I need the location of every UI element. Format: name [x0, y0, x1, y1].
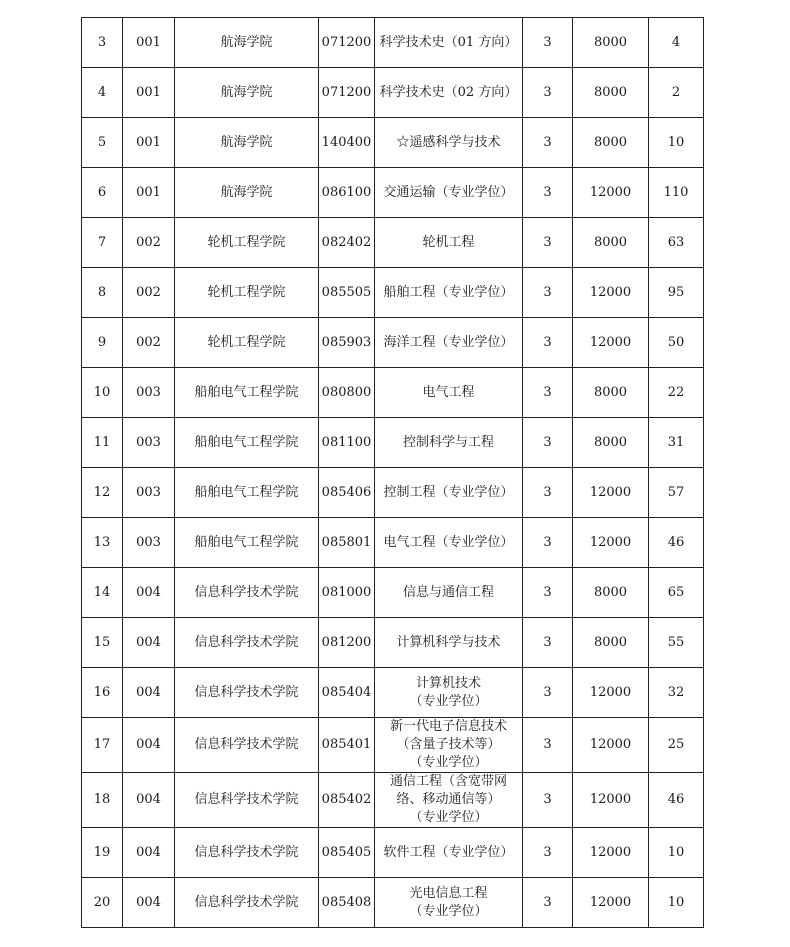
college-code: 004 [123, 828, 175, 878]
row-number: 10 [82, 368, 123, 418]
table-row [82, 878, 704, 928]
study-years: 3 [523, 418, 573, 468]
enrollment-quota: 110 [649, 168, 704, 218]
major-code: 081000 [319, 568, 375, 618]
college-code: 001 [123, 118, 175, 168]
college-code: 002 [123, 318, 175, 368]
major-code: 080800 [319, 368, 375, 418]
study-years: 3 [523, 318, 573, 368]
row-number: 18 [82, 773, 123, 828]
enrollment-quota: 57 [649, 468, 704, 518]
table-row [82, 668, 704, 718]
row-number: 20 [82, 878, 123, 928]
major-name: 电气工程（专业学位） [375, 518, 523, 568]
enrollment-quota: 50 [649, 318, 704, 368]
college-name: 信息科学技术学院 [175, 568, 319, 618]
major-name: 控制工程（专业学位） [375, 468, 523, 518]
tuition-fee: 8000 [573, 418, 649, 468]
study-years: 3 [523, 168, 573, 218]
major-name: 交通运输（专业学位） [375, 168, 523, 218]
row-number: 12 [82, 468, 123, 518]
study-years: 3 [523, 18, 573, 68]
study-years: 3 [523, 618, 573, 668]
college-code: 004 [123, 568, 175, 618]
major-code: 085903 [319, 318, 375, 368]
college-name: 船舶电气工程学院 [175, 418, 319, 468]
major-code: 081100 [319, 418, 375, 468]
row-number: 7 [82, 218, 123, 268]
study-years: 3 [523, 878, 573, 928]
college-code: 004 [123, 618, 175, 668]
tuition-fee: 12000 [573, 518, 649, 568]
college-code: 001 [123, 18, 175, 68]
study-years: 3 [523, 118, 573, 168]
major-name: 光电信息工程 （专业学位） [375, 878, 523, 928]
table-row [82, 773, 704, 828]
major-name: 轮机工程 [375, 218, 523, 268]
college-name: 信息科学技术学院 [175, 878, 319, 928]
enrollment-quota: 25 [649, 718, 704, 773]
major-name: ☆遥感科学与技术 [375, 118, 523, 168]
college-name: 船舶电气工程学院 [175, 368, 319, 418]
table-body [82, 18, 704, 928]
college-name: 航海学院 [175, 118, 319, 168]
major-code: 071200 [319, 18, 375, 68]
tuition-fee: 12000 [573, 773, 649, 828]
major-code: 085401 [319, 718, 375, 773]
table-row [82, 568, 704, 618]
table-row [82, 218, 704, 268]
tuition-fee: 8000 [573, 118, 649, 168]
major-code: 086100 [319, 168, 375, 218]
major-name: 新一代电子信息技术 （含量子技术等） （专业学位） [375, 718, 523, 773]
table-row [82, 18, 704, 68]
study-years: 3 [523, 268, 573, 318]
major-code: 085404 [319, 668, 375, 718]
college-code: 001 [123, 168, 175, 218]
college-code: 003 [123, 518, 175, 568]
major-name: 科学技术史（01 方向） [375, 18, 523, 68]
study-years: 3 [523, 668, 573, 718]
college-code: 003 [123, 368, 175, 418]
college-name: 信息科学技术学院 [175, 618, 319, 668]
enrollment-quota: 55 [649, 618, 704, 668]
college-name: 信息科学技术学院 [175, 668, 319, 718]
row-number: 15 [82, 618, 123, 668]
college-name: 信息科学技术学院 [175, 773, 319, 828]
study-years: 3 [523, 518, 573, 568]
table-row [82, 118, 704, 168]
major-name: 计算机技术 （专业学位） [375, 668, 523, 718]
row-number: 8 [82, 268, 123, 318]
enrollment-quota: 95 [649, 268, 704, 318]
enrollment-quota: 4 [649, 18, 704, 68]
enrollment-quota: 2 [649, 68, 704, 118]
row-number: 9 [82, 318, 123, 368]
college-code: 003 [123, 468, 175, 518]
study-years: 3 [523, 368, 573, 418]
tuition-fee: 8000 [573, 618, 649, 668]
college-name: 船舶电气工程学院 [175, 468, 319, 518]
college-code: 004 [123, 668, 175, 718]
college-name: 船舶电气工程学院 [175, 518, 319, 568]
tuition-fee: 8000 [573, 218, 649, 268]
major-name: 科学技术史（02 方向） [375, 68, 523, 118]
table-row [82, 368, 704, 418]
tuition-fee: 8000 [573, 568, 649, 618]
table-row [82, 828, 704, 878]
college-code: 001 [123, 68, 175, 118]
tuition-fee: 12000 [573, 168, 649, 218]
major-code: 085402 [319, 773, 375, 828]
major-code: 085406 [319, 468, 375, 518]
enrollment-quota: 10 [649, 118, 704, 168]
major-code: 085505 [319, 268, 375, 318]
table-row [82, 418, 704, 468]
college-name: 航海学院 [175, 168, 319, 218]
enrollment-quota: 10 [649, 878, 704, 928]
table-row [82, 718, 704, 773]
study-years: 3 [523, 468, 573, 518]
tuition-fee: 12000 [573, 668, 649, 718]
major-name: 控制科学与工程 [375, 418, 523, 468]
major-code: 085408 [319, 878, 375, 928]
major-name: 信息与通信工程 [375, 568, 523, 618]
table-row [82, 268, 704, 318]
tuition-fee: 12000 [573, 318, 649, 368]
row-number: 17 [82, 718, 123, 773]
enrollment-quota: 10 [649, 828, 704, 878]
study-years: 3 [523, 718, 573, 773]
major-name: 通信工程（含宽带网 络、移动通信等） （专业学位） [375, 773, 523, 828]
row-number: 19 [82, 828, 123, 878]
study-years: 3 [523, 568, 573, 618]
table-row [82, 318, 704, 368]
row-number: 5 [82, 118, 123, 168]
college-name: 航海学院 [175, 68, 319, 118]
major-name: 船舶工程（专业学位） [375, 268, 523, 318]
row-number: 3 [82, 18, 123, 68]
tuition-fee: 8000 [573, 368, 649, 418]
enrollment-quota: 63 [649, 218, 704, 268]
college-code: 004 [123, 773, 175, 828]
study-years: 3 [523, 828, 573, 878]
table-row [82, 468, 704, 518]
tuition-fee: 12000 [573, 828, 649, 878]
college-code: 002 [123, 218, 175, 268]
enrollment-quota: 46 [649, 773, 704, 828]
major-code: 071200 [319, 68, 375, 118]
college-name: 轮机工程学院 [175, 218, 319, 268]
study-years: 3 [523, 68, 573, 118]
table-row [82, 168, 704, 218]
row-number: 13 [82, 518, 123, 568]
tuition-fee: 12000 [573, 468, 649, 518]
major-name: 软件工程（专业学位） [375, 828, 523, 878]
college-name: 航海学院 [175, 18, 319, 68]
college-name: 轮机工程学院 [175, 268, 319, 318]
major-code: 082402 [319, 218, 375, 268]
college-code: 004 [123, 878, 175, 928]
study-years: 3 [523, 218, 573, 268]
college-name: 信息科学技术学院 [175, 828, 319, 878]
enrollment-quota: 65 [649, 568, 704, 618]
major-code: 085801 [319, 518, 375, 568]
tuition-fee: 12000 [573, 268, 649, 318]
table-row [82, 518, 704, 568]
row-number: 16 [82, 668, 123, 718]
major-code: 140400 [319, 118, 375, 168]
row-number: 14 [82, 568, 123, 618]
tuition-fee: 8000 [573, 68, 649, 118]
major-name: 计算机科学与技术 [375, 618, 523, 668]
college-name: 轮机工程学院 [175, 318, 319, 368]
major-code: 081200 [319, 618, 375, 668]
major-name: 海洋工程（专业学位） [375, 318, 523, 368]
study-years: 3 [523, 773, 573, 828]
college-code: 004 [123, 718, 175, 773]
tuition-fee: 12000 [573, 878, 649, 928]
college-code: 003 [123, 418, 175, 468]
major-name: 电气工程 [375, 368, 523, 418]
row-number: 4 [82, 68, 123, 118]
tuition-fee: 12000 [573, 718, 649, 773]
enrollment-quota: 22 [649, 368, 704, 418]
college-name: 信息科学技术学院 [175, 718, 319, 773]
enrollment-quota: 46 [649, 518, 704, 568]
enrollment-quota: 32 [649, 668, 704, 718]
tuition-fee: 8000 [573, 18, 649, 68]
row-number: 11 [82, 418, 123, 468]
college-code: 002 [123, 268, 175, 318]
enrollment-quota: 31 [649, 418, 704, 468]
row-number: 6 [82, 168, 123, 218]
major-code: 085405 [319, 828, 375, 878]
table-row [82, 68, 704, 118]
table-row [82, 618, 704, 668]
enrollment-table [81, 17, 704, 928]
